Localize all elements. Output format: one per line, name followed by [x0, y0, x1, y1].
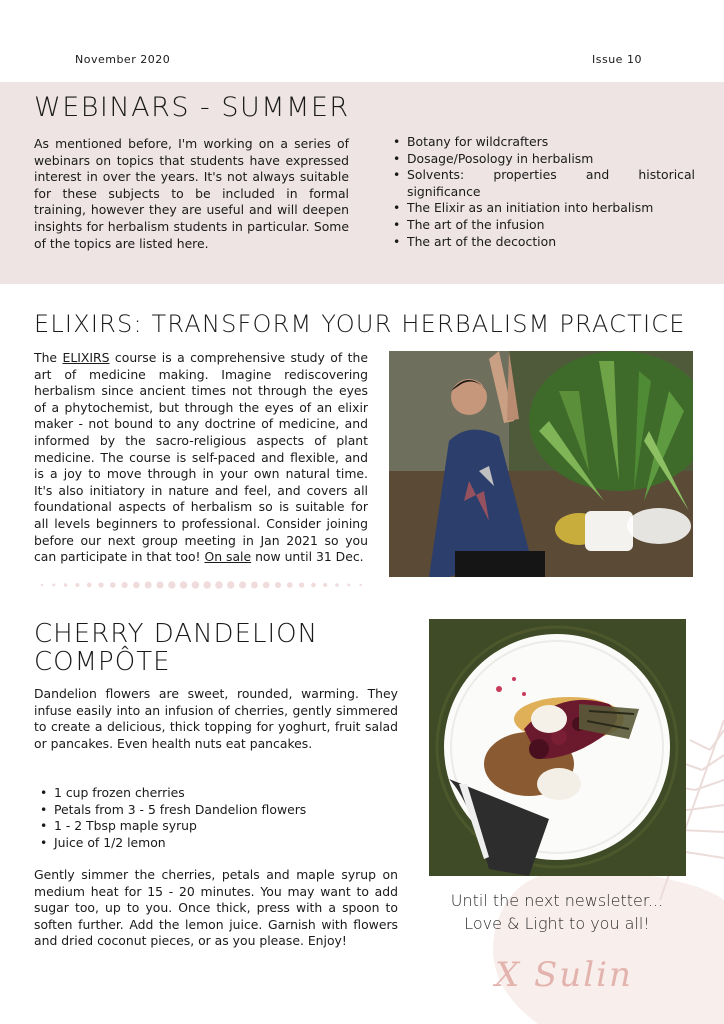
elixirs-sale-end-text: now until 31 Dec.: [251, 549, 364, 565]
divider-dot: [359, 584, 361, 586]
divider-dot: [122, 582, 128, 588]
webinars-title: WEBINARS - SUMMER: [34, 92, 350, 123]
divider-dot: [98, 582, 103, 587]
elixirs-body-text: course is a comprehensive study of the art of medicine making. Imagine rediscovering herbalism since ancient times not through the eyes of a phytochemist, but through the eyes of an elixir maker - not bound to any doctrine of medicine, and informed by the sacro-religious aspects of plant medicine. The course is self-paced and flexible, and is a joy to move through in your own natural time. It's also initiatory in nature and feel, and covers all foundational aspects of herbalism so is suitable for all levels beginners to professional. Consider joining before our next group meeting in Jan 2021 so you can participate in that too!: [34, 350, 368, 565]
newsletter-header: [0, 0, 724, 82]
divider-dot: [52, 584, 55, 587]
webinars-section: [0, 82, 724, 284]
issue-date: November 2020: [75, 53, 171, 66]
divider-dot: [133, 582, 140, 589]
webinars-body: As mentioned before, I'm working on a series of webinars on topics that students have expressed interest in over the years. It's not always suitable for these subjects to be included in formal training, however they are useful and will deepen insights for herbalism students in particular. Some of the topics are listed here.: [34, 136, 349, 251]
recipe-title: [34, 620, 394, 676]
list-item: • Dosage/Posology in herbalism: [389, 151, 695, 168]
elixirs-title: ELIXIRS: TRANSFORM YOUR HERBALISM PRACTICE: [34, 310, 686, 338]
divider-dot: [347, 584, 350, 587]
divider-dot: [275, 582, 281, 588]
webinar-topics-list: [389, 134, 695, 250]
divider-dot: [299, 582, 304, 587]
elixir-meditation-photo: [389, 351, 693, 577]
list-item: • The art of the decoction: [389, 234, 695, 251]
elixirs-intro-text: The: [34, 350, 63, 365]
elixirs-body: [34, 350, 368, 566]
divider-dot: [156, 581, 163, 588]
ingredients-list: [34, 785, 398, 851]
closing-line-2: Love & Light to you all!: [464, 914, 650, 933]
on-sale-link[interactable]: On sale: [204, 549, 252, 565]
recipe-intro: Dandelion flowers are sweet, rounded, warming. They infuse easily into an infusion of cherries, gently simmered to create a delicious, thick topping for yoghurt, fruit salad or pancakes. Even health nuts eat pancakes.: [34, 686, 398, 751]
divider-dot: [287, 582, 293, 588]
divider-dot: [87, 583, 92, 588]
divider-dot: [335, 583, 339, 587]
list-item: • The art of the infusion: [389, 217, 695, 234]
list-item: • The Elixir as an initiation into herbalism: [389, 200, 695, 217]
list-item: • Petals from 3 - 5 fresh Dandelion flowers: [34, 802, 398, 819]
list-item: • Solvents: properties and historical significance: [389, 167, 695, 200]
divider-dot: [110, 582, 116, 588]
list-item: • 1 - 2 Tbsp maple syrup: [34, 818, 398, 835]
divider-dot: [239, 581, 246, 588]
divider-dot: [168, 581, 175, 588]
issue-number: Issue 10: [592, 53, 642, 66]
divider-dot: [227, 581, 234, 588]
divider-dot: [251, 582, 258, 589]
divider-dot: [263, 582, 270, 589]
divider-dot: [180, 581, 188, 589]
recipe-title-line1: CHERRY DANDELION: [34, 619, 319, 649]
list-item: • Juice of 1/2 lemon: [34, 835, 398, 852]
divider-dot: [323, 583, 327, 587]
list-item: • Botany for wildcrafters: [389, 134, 695, 151]
list-item: • 1 cup frozen cherries: [34, 785, 398, 802]
divider-dot: [145, 582, 152, 589]
divider-dot: [311, 583, 316, 588]
closing-line-1: Until the next newsletter...: [450, 891, 664, 910]
divider-dot: [215, 581, 223, 589]
divider-dot: [64, 583, 68, 587]
recipe-title-line2: COMPÔTE: [34, 647, 171, 677]
recipe-method: Gently simmer the cherries, petals and maple syrup on medium heat for 15 - 20 minutes. You may want to add sugar too, up to you. Once thick, press with a spoon to soften further. Add the lemon juice. Garnish with flowers and dried coconut pieces, or as you please. Enjoy!: [34, 867, 398, 949]
signature: X Sulin: [495, 955, 633, 995]
elixirs-course-link[interactable]: ELIXIRS: [62, 350, 110, 365]
dotted-divider: [38, 575, 372, 585]
closing-message: [430, 889, 684, 935]
divider-dot: [41, 584, 43, 586]
divider-dot: [75, 583, 79, 587]
compote-dish-photo: [429, 619, 686, 876]
divider-dot: [203, 581, 211, 589]
divider-dot: [192, 581, 200, 589]
